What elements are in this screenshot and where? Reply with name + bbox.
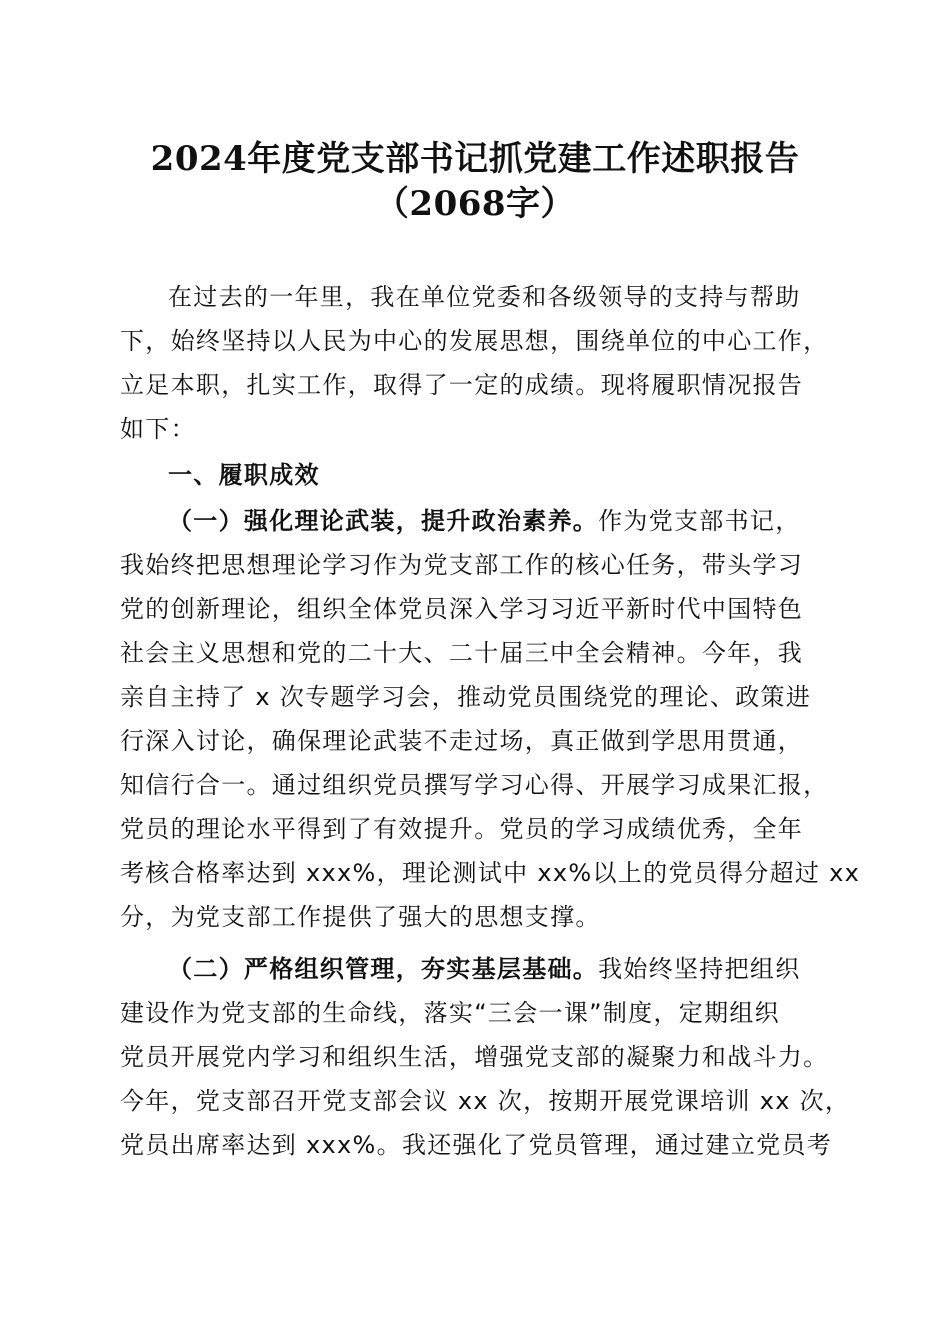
- paragraph-line: 社会主义思想和党的二十大、二十届三中全会精神。今年，我: [120, 639, 804, 667]
- intro-line: 在过去的一年里，我在单位党委和各级领导的支持与帮助: [168, 283, 801, 311]
- intro-line: 下，始终坚持以人民为中心的发展思想，围绕单位的中心工作，: [120, 327, 829, 355]
- paragraph-line: 今年，党支部召开党支部会议 xx 次，按期开展党课培训 xx 次，: [120, 1087, 851, 1115]
- document-subtitle-word-count: （2068字）: [374, 184, 576, 224]
- paragraph-first-line: [168, 499, 832, 543]
- paragraph-line: 考核合格率达到 xxx%，理论测试中 xx%以上的党员得分超过 xx: [120, 859, 861, 887]
- paragraph-text: 作为党支部书记，: [598, 507, 801, 535]
- paragraph-line: 党员开展党内学习和组织生活，增强党支部的凝聚力和战斗力。: [120, 1043, 829, 1071]
- intro-line: 立足本职，扎实工作，取得了一定的成绩。现将履职情况报告: [120, 371, 804, 399]
- paragraph-line: 党的创新理论，组织全体党员深入学习习近平新时代中国特色: [120, 595, 804, 623]
- paragraph-line: 党员的理论水平得到了有效提升。党员的学习成绩优秀，全年: [120, 815, 804, 843]
- paragraph-first-line: [168, 947, 832, 991]
- paragraph-line: 我始终把思想理论学习作为党支部工作的核心任务，带头学习: [120, 551, 804, 579]
- paragraph-line: 行深入讨论，确保理论武装不走过场，真正做到学思用贯通，: [120, 727, 804, 755]
- intro-line: 如下：: [120, 415, 196, 443]
- paragraph-line: 分，为党支部工作提供了强大的思想支撑。: [120, 903, 601, 931]
- paragraph-text: 我始终坚持把组织: [598, 955, 801, 983]
- paragraph-line: 建设作为党支部的生命线，落实“三会一课”制度，定期组织: [120, 999, 780, 1027]
- paragraph-lead: （二）严格组织管理，夯实基层基础。: [168, 955, 599, 983]
- document-title: 2024年度党支部书记抓党建工作述职报告: [150, 139, 800, 179]
- paragraph-lead: （一）强化理论武装，提升政治素养。: [168, 507, 599, 535]
- paragraph-line: 亲自主持了 x 次专题学习会，推动党员围绕党的理论、政策进: [120, 683, 812, 711]
- paragraph-line: 党员出席率达到 xxx%。我还强化了党员管理，通过建立党员考: [120, 1131, 833, 1159]
- paragraph-line: 知信行合一。通过组织党员撰写学习心得、开展学习成果汇报，: [120, 771, 829, 799]
- section-heading: 一、履职成效: [168, 461, 320, 489]
